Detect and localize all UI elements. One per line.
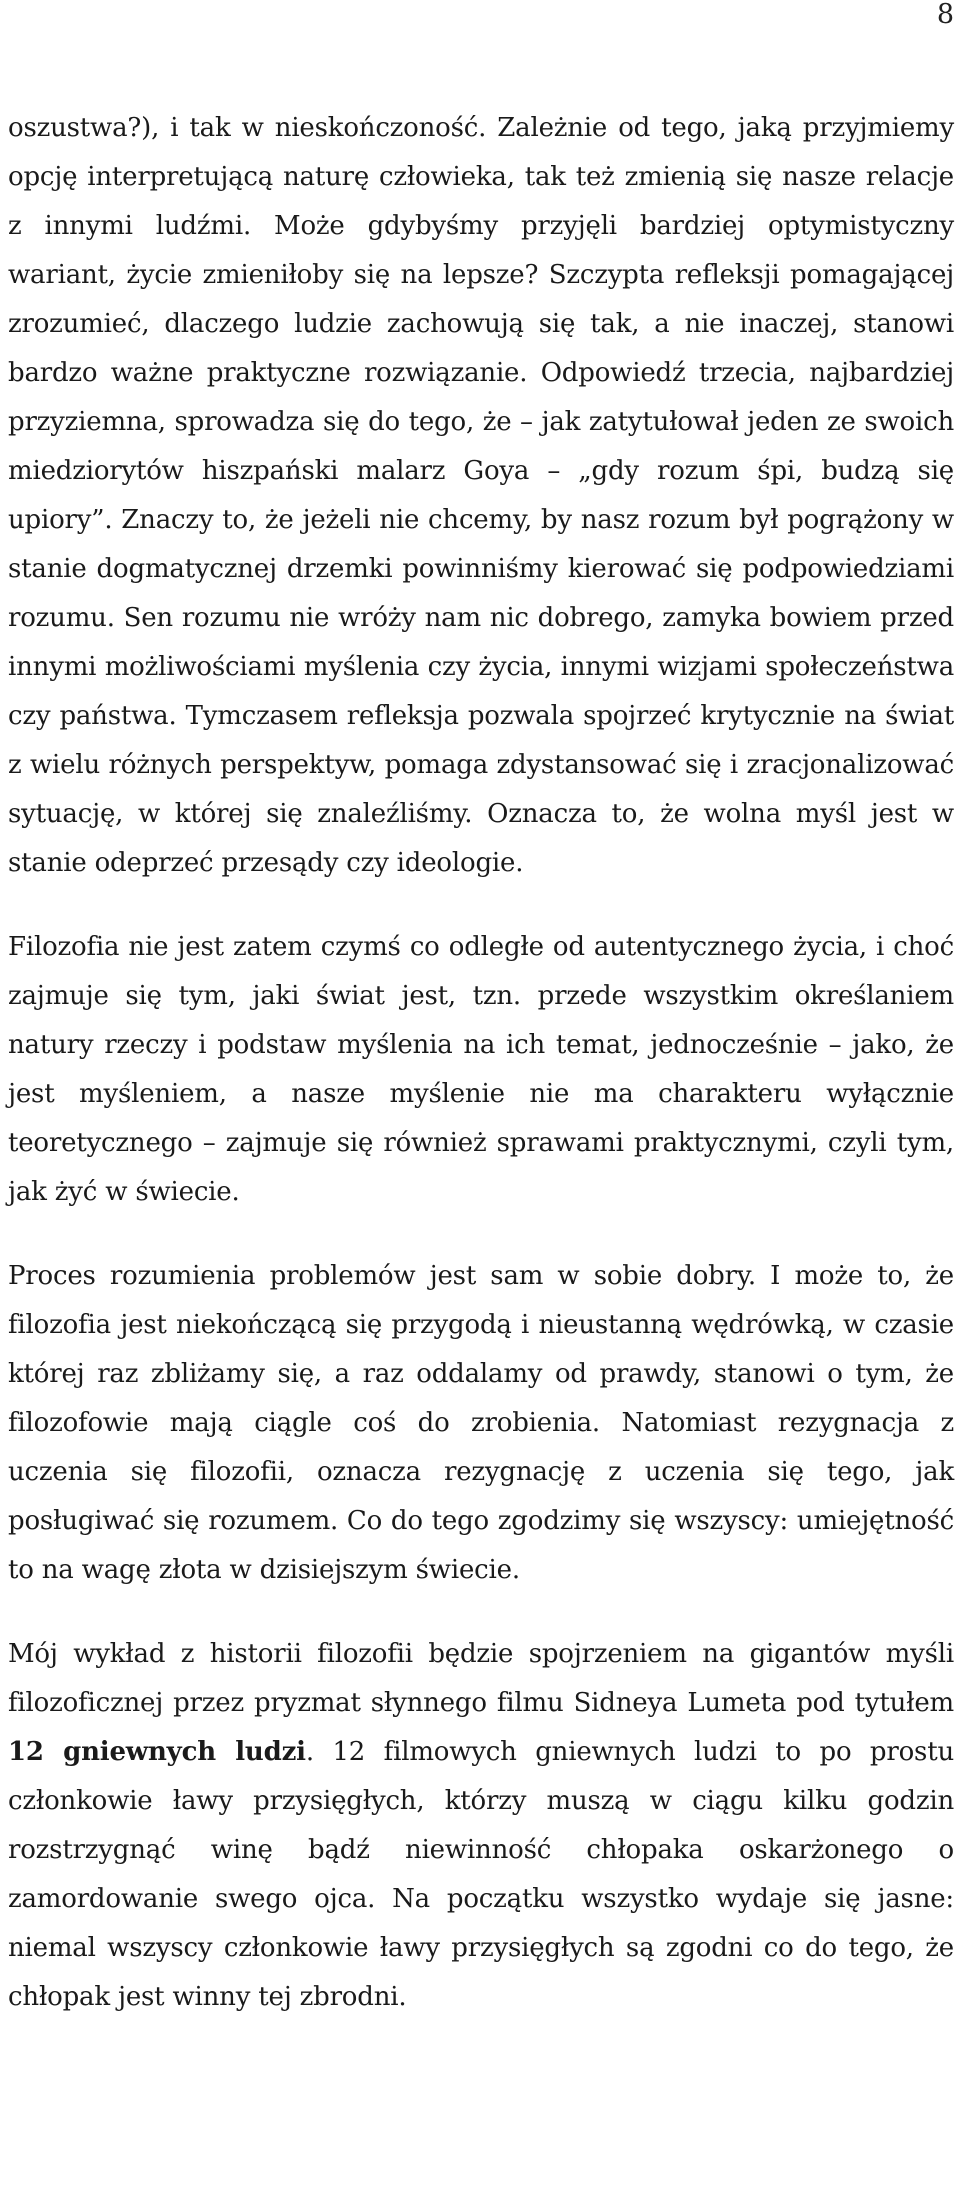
film-title: 12 gniewnych ludzi <box>8 1737 306 1767</box>
page-number: 8 <box>936 0 954 30</box>
paragraph-4 <box>8 1630 954 2022</box>
paragraph-1: oszustwa?), i tak w nieskończoność. Zależnie od tego, jaką przyjmiemy opcję interpretującą naturę człowieka, tak też zmienią się nasze relacje z innymi ludźmi. Może gdybyśmy przyjęli bardziej optymistyczny wariant, życie zmieniłoby się na lepsze? Szczypta refleksji pomagającej zrozumieć, dlaczego ludzie zachowują się tak, a nie inaczej, stanowi bardzo ważne praktyczne rozwiązanie. Odpowiedź trzecia, najbardziej przyziemna, sprowadza się do tego, że – jak zatytułował jeden ze swoich miedziorytów hiszpański malarz Goya – „gdy rozum śpi, budzą się upiory”. Znaczy to, że jeżeli nie chcemy, by nasz rozum był pogrążony w stanie dogmatycznej drzemki powinniśmy kierować się podpowiedziami rozumu. Sen rozumu nie wróży nam nic dobrego, zamyka bowiem przed innymi możliwościami myślenia czy życia, innymi wizjami społeczeństwa czy państwa. Tymczasem refleksja pozwala spojrzeć krytycznie na świat z wielu różnych perspektyw, pomaga zdystansować się i zracjonalizować sytuację, w której się znaleźliśmy. Oznacza to, że wolna myśl jest w stanie odeprzeć przesądy czy ideologie. <box>8 113 954 878</box>
paragraph-3: Proces rozumienia problemów jest sam w sobie dobry. I może to, że filozofia jest niekończącą się przygodą i nieustanną wędrówką, w czasie której raz zbliżamy się, a raz oddalamy od prawdy, stanowi o tym, że filozofowie mają ciągle coś do zrobienia. Natomiast rezygnacja z uczenia się filozofii, oznacza rezygnację z uczenia się tego, jak posługiwać się rozumem. Co do tego zgodzimy się wszyscy: umiejętność to na wagę złota w dzisiejszym świecie. <box>8 1261 954 1585</box>
paragraph-2: Filozofia nie jest zatem czymś co odległe od autentycznego życia, i choć zajmuje się tym, jaki świat jest, tzn. przede wszystkim określaniem natury rzeczy i podstaw myślenia na ich temat, jednocześnie – jako, że jest myśleniem, a nasze myślenie nie ma charakteru wyłącznie teoretycznego – zajmuje się również sprawami praktycznymi, czyli tym, jak żyć w świecie. <box>8 932 954 1207</box>
document-body <box>8 104 954 2057</box>
paragraph-4-text-after: . 12 filmowych gniewnych ludzi to po prostu członkowie ławy przysięgłych, którzy muszą w ciągu kilku godzin rozstrzygnąć winę bądź niewinność chłopaka oskarżonego o zamordowanie swego ojca. Na początku wszystko wydaje się jasne: niemal wszyscy członkowie ławy przysięgłych są zgodni co do tego, że chłopak jest winny tej zbrodni. <box>8 1737 954 2012</box>
paragraph-4-text-before: Mój wykład z historii filozofii będzie spojrzeniem na gigantów myśli filozoficznej przez pryzmat słynnego filmu Sidneya Lumeta pod tytułem <box>8 1639 954 1718</box>
